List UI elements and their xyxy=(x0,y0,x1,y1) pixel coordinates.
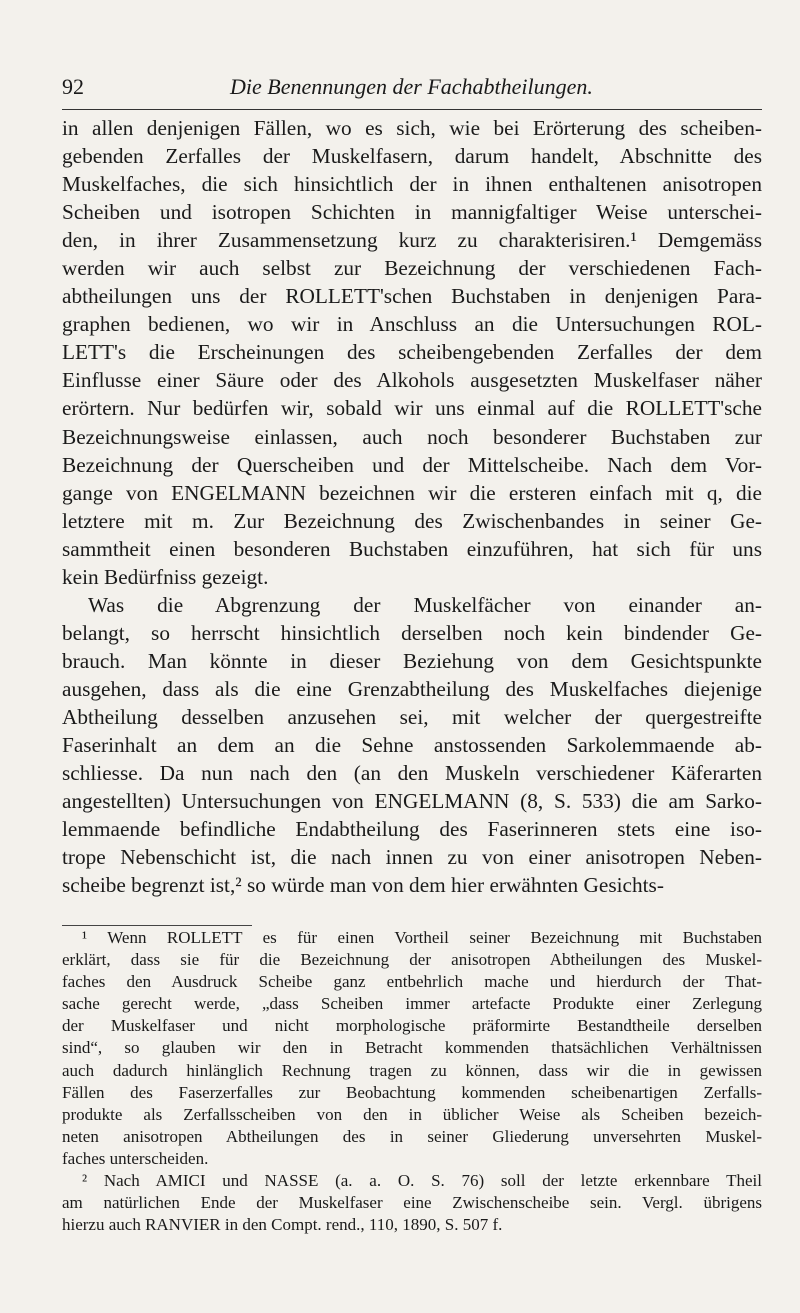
body-line: erörtern. Nur bedürfen wir, sobald wir uns einmal auf die ROLLETT'sche xyxy=(62,396,762,421)
body-line: werden wir auch selbst zur Bezeichnung der verschiedenen Fach- xyxy=(62,256,762,281)
body-line: schliesse. Da nun nach den (an den Muskeln verschiedener Käferarten xyxy=(62,761,762,786)
footnote-line: sache gerecht werde, „dass Scheiben immer artefacte Produkte einer Zerlegung xyxy=(62,994,762,1014)
body-line: Muskelfaches, die sich hinsichtlich der in ihnen enthaltenen anisotropen xyxy=(62,172,762,197)
footnote-line: Fällen des Faserzerfalles zur Beobachtung kommenden scheibenartigen Zerfalls- xyxy=(62,1082,762,1102)
footnote-line: faches den Ausdruck Scheibe ganz entbehrlich mache und hierdurch der That- xyxy=(62,972,762,992)
body-line: angestellten) Untersuchungen von ENGELMANN (8, S. 533) die am Sarko- xyxy=(62,789,762,814)
running-title: Die Benennungen der Fachabtheilungen. xyxy=(230,74,593,99)
body-line: abtheilungen uns der ROLLETT'schen Buchstaben in denjenigen Para- xyxy=(62,284,762,309)
body-line: letztere mit m. Zur Bezeichnung des Zwischenbandes in seiner Ge- xyxy=(62,508,762,533)
body-line: in allen denjenigen Fällen, wo es sich, wie bei Erörterung des scheiben- xyxy=(62,116,762,140)
footnote-line: hierzu auch RANVIER in den Compt. rend., 110, 1890, S. 507 f. xyxy=(62,1215,503,1235)
body-line: lemmaende befindliche Endabtheilung des Faserinneren stets eine iso- xyxy=(62,817,762,842)
body-line: belangt, so herrscht hinsichtlich derselben noch kein bindender Ge- xyxy=(62,620,762,645)
body-line: Abtheilung desselben anzusehen sei, mit welcher der quergestreifte xyxy=(62,704,762,729)
body-text xyxy=(62,114,762,899)
body-line: brauch. Man könnte in dieser Beziehung von dem Gesichtspunkte xyxy=(62,648,762,673)
footnote-line: ² Nach AMICI und NASSE (a. a. O. S. 76) soll der letzte erkennbare Theil xyxy=(82,1171,762,1191)
body-line: graphen bedienen, wo wir in Anschluss an die Untersuchungen ROL- xyxy=(62,312,762,337)
body-line: trope Nebenschicht ist, die nach innen zu von einer anisotropen Neben- xyxy=(62,845,762,870)
page-header xyxy=(62,74,762,104)
body-line: scheibe begrenzt ist,² so würde man von dem hier erwähnten Gesichts- xyxy=(62,873,664,898)
footnote-line: der Muskelfaser und nicht morphologische präformirte Bestandtheile derselben xyxy=(62,1016,762,1036)
body-line: kein Bedürfniss gezeigt. xyxy=(62,564,269,589)
body-line: gange von ENGELMANN bezeichnen wir die ersteren einfach mit q, die xyxy=(62,480,762,505)
body-line: Bezeichnungsweise einlassen, auch noch besonderer Buchstaben zur xyxy=(62,424,762,449)
footnotes xyxy=(62,927,762,1236)
body-line: Einflusse einer Säure oder des Alkohols ausgesetzten Muskelfaser näher xyxy=(62,368,762,393)
body-line: Was die Abgrenzung der Muskelfächer von einander an- xyxy=(88,592,762,617)
body-line: den, in ihrer Zusammensetzung kurz zu charakterisiren.¹ Demgemäss xyxy=(62,228,762,253)
header-rule xyxy=(62,109,762,110)
footnote-line: neten anisotropen Abtheilungen des in seiner Gliederung unversehrten Muskel- xyxy=(62,1126,762,1146)
footnote-line: erklärt, dass sie für die Bezeichnung der anisotropen Abtheilungen des Muskel- xyxy=(62,950,762,970)
footnote-line: faches unterscheiden. xyxy=(62,1148,209,1168)
body-line: Scheiben und isotropen Schichten in mannigfaltiger Weise unterschei- xyxy=(62,200,762,225)
page-number: 92 xyxy=(62,74,84,99)
body-line: ausgehen, dass als die eine Grenzabtheilung des Muskelfaches diejenige xyxy=(62,676,762,701)
body-line: LETT's die Erscheinungen des scheibengebenden Zerfalles der dem xyxy=(62,340,762,365)
body-line: gebenden Zerfalles der Muskelfasern, darum handelt, Abschnitte des xyxy=(62,144,762,169)
body-line: Faserinhalt an dem an die Sehne anstossenden Sarkolemmaende ab- xyxy=(62,733,762,758)
body-line: sammtheit einen besonderen Buchstaben einzuführen, hat sich für uns xyxy=(62,536,762,561)
footnote-line: auch dadurch hinlänglich Rechnung tragen zu können, dass wir die in gewissen xyxy=(62,1060,762,1080)
footnote-line: produkte als Zerfallsscheiben von den in üblicher Weise als Scheiben bezeich- xyxy=(62,1104,762,1124)
footnote-line: am natürlichen Ende der Muskelfaser eine Zwischenscheibe sein. Vergl. übrigens xyxy=(62,1193,762,1213)
footnote-rule xyxy=(62,925,252,926)
footnote-line: sind“, so glauben wir den in Betracht kommenden thatsächlichen Verhältnissen xyxy=(62,1038,762,1058)
body-line: Bezeichnung der Querscheiben und der Mittelscheibe. Nach dem Vor- xyxy=(62,452,762,477)
footnote-line: ¹ Wenn ROLLETT es für einen Vortheil seiner Bezeichnung mit Buchstaben xyxy=(82,928,762,947)
